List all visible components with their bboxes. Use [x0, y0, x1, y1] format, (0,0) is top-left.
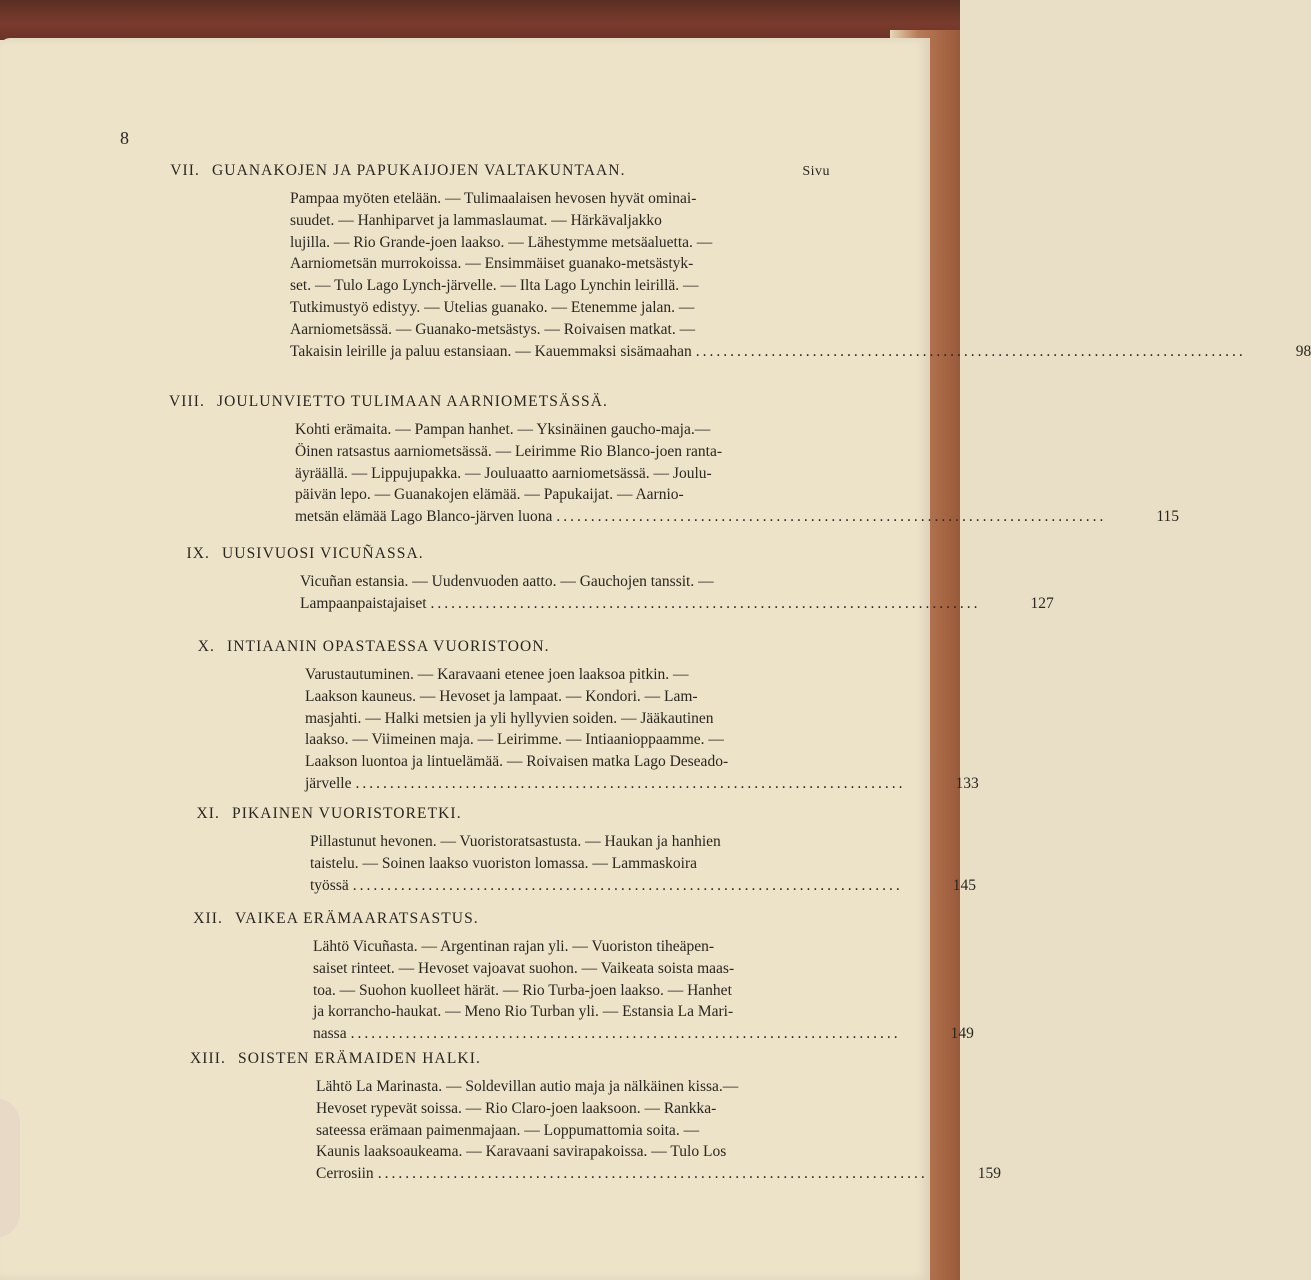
summary-line: äyräällä. — Lippujupakka. — Jouluaatto aarniometsässä. — Joulu-: [295, 464, 712, 482]
dot-leader: ................................................................................: [430, 594, 981, 612]
summary-line: laakso. — Viimeinen maja. — Leirimme. — Intiaanioppaamme. —: [305, 731, 724, 749]
summary-line: toa. — Suohon kuolleet härät. — Rio Turba-joen laakso. — Hanhet: [313, 981, 732, 999]
thumb: [0, 1098, 20, 1238]
chapter-summary: [290, 188, 1311, 362]
chapter-entry: [156, 1050, 1001, 1185]
summary-line: Kaunis laaksoaukeama. — Karavaani savirapakoissa. — Tulo Los: [316, 1143, 727, 1161]
chapter-heading: [156, 1050, 856, 1068]
summary-line: taistelu. — Soinen laakso vuoriston lomassa. — Lammaskoira: [310, 854, 698, 872]
summary-line: suudet. — Hanhiparvet ja lammaslaumat. — Härkävaljakko: [290, 211, 662, 229]
chapter-heading: [140, 545, 840, 563]
chapter-title: PIKAINEN VUORISTORETKI.: [232, 805, 462, 822]
summary-line: Aarniometsässä. — Guanako-metsästys. — Roivaisen matkat. —: [290, 320, 696, 338]
chapter-entry: [135, 393, 1180, 528]
summary-line: saiset rinteet. — Hevoset vajoavat suohon. — Vaikeata soista maas-: [313, 959, 735, 977]
chapter-number: VIII.: [168, 393, 205, 410]
summary-line: masjahti. — Halki metsien ja yli hyllyvien soiden. — Jääkautinen: [305, 709, 714, 727]
chapter-page-number: 98: [1295, 342, 1311, 360]
dot-leader: ................................................................................: [350, 1025, 901, 1043]
dot-leader: ................................................................................: [352, 876, 903, 894]
chapter-summary: [300, 571, 1054, 615]
summary-line: Hevoset rypevät soissa. — Rio Claro-joen laaksoon. — Rankka-: [316, 1099, 717, 1117]
summary-line: nassa: [313, 1025, 347, 1043]
summary-line: Varustautuminen. — Karavaani etenee joen laaksoa pitkin. —: [305, 666, 689, 683]
summary-line: lujilla. — Rio Grande-joen laakso. — Lähestymme metsäaluetta. —: [290, 233, 713, 251]
chapter-heading: [150, 805, 850, 823]
summary-line: järvelle: [305, 774, 352, 792]
chapter-number: XIII.: [189, 1050, 226, 1067]
page-number: 8: [120, 128, 129, 148]
chapter-heading: [130, 162, 830, 180]
chapter-title: VAIKEA ERÄMAARATSASTUS.: [235, 910, 479, 927]
summary-last-line: [300, 593, 1054, 615]
summary-last-line: [290, 341, 1311, 363]
summary-line: päivän lepo. — Guanakojen elämää. — Papukaijat. — Aarnio-: [295, 486, 684, 504]
chapter-entry: [150, 805, 976, 896]
summary-line: Laakson kauneus. — Hevoset ja lampaat. — Kondori. — Lam-: [305, 687, 698, 705]
chapter-summary: [305, 664, 979, 795]
summary-line: Lähtö Vicuñasta. — Argentinan rajan yli. — Vuoriston tiheäpen-: [313, 938, 715, 955]
chapter-summary: [295, 419, 1180, 528]
dot-leader: ................................................................................: [377, 1165, 928, 1183]
chapter-entry: [145, 638, 979, 795]
chapter-title: JOULUNVIETTO TULIMAAN AARNIOMETSÄSSÄ.: [217, 393, 609, 410]
summary-last-line: [316, 1163, 1001, 1185]
chapter-entry: [140, 545, 1054, 615]
chapter-title: SOISTEN ERÄMAIDEN HALKI.: [238, 1050, 481, 1067]
summary-line: Kohti erämaita. — Pampan hanhet. — Yksinäinen gaucho-maja.—: [295, 421, 711, 438]
chapter-entry: [153, 910, 974, 1045]
summary-line: Takaisin leirille ja paluu estansiaan. — Kauemmaksi sisämaahan: [290, 342, 692, 360]
summary-line: työssä: [310, 876, 349, 894]
chapter-page-number: 159: [977, 1165, 1001, 1183]
chapter-summary: [316, 1076, 1001, 1185]
chapter-number: X.: [197, 638, 215, 655]
chapter-page-number: 133: [955, 774, 979, 792]
summary-line: Pillastunut hevonen. — Vuoristoratsastusta. — Haukan ja hanhien: [310, 833, 721, 850]
chapter-number: VII.: [170, 162, 200, 179]
chapter-page-number: 115: [1156, 508, 1180, 526]
dot-leader: ................................................................................: [556, 508, 1107, 526]
chapter-heading: [145, 638, 845, 656]
summary-line: Tutkimustyö edistyy. — Utelias guanako. — Etenemme jalan. —: [290, 298, 695, 316]
chapter-page-number: 127: [1030, 594, 1054, 612]
summary-last-line: [313, 1023, 974, 1045]
summary-last-line: [295, 506, 1180, 528]
page-column-label: Sivu: [802, 164, 830, 179]
summary-line: Pampaa myöten etelään. — Tulimaalaisen hevosen hyvät ominai-: [290, 190, 697, 207]
summary-line: Lampaanpaistajaiset: [300, 594, 427, 612]
chapter-page-number: 149: [950, 1025, 974, 1043]
summary-line: ja korrancho-haukat. — Meno Rio Turban yli. — Estansia La Mari-: [313, 1003, 734, 1021]
summary-line: sateessa erämaan paimenmajaan. — Loppumattomia soita. —: [316, 1121, 700, 1139]
summary-last-line: [310, 875, 976, 897]
chapter-summary: [313, 936, 974, 1045]
summary-line: Cerrosiin: [316, 1165, 374, 1183]
chapter-number: XI.: [196, 805, 220, 822]
summary-line: metsän elämää Lago Blanco-järven luona: [295, 508, 553, 526]
summary-line: Lähtö La Marinasta. — Soldevillan autio maja ja nälkäinen kissa.—: [316, 1078, 739, 1095]
dot-leader: ................................................................................: [355, 774, 906, 792]
chapter-number: XII.: [193, 910, 223, 927]
chapter-number: IX.: [186, 545, 210, 562]
chapter-page-number: 145: [952, 876, 976, 894]
chapter-entry: [130, 162, 1311, 362]
summary-line: Aarniometsän murrokoissa. — Ensimmäiset guanako-metsästyk-: [290, 255, 694, 273]
summary-line: Öinen ratsastus aarniometsässä. — Leirimme Rio Blanco-joen ranta-: [295, 442, 722, 460]
chapter-title: GUANAKOJEN JA PAPUKAIJOJEN VALTAKUNTAAN.: [212, 162, 626, 179]
summary-line: Vicuñan estansia. — Uudenvuoden aatto. — Gauchojen tanssit. —: [300, 573, 714, 590]
summary-line: Laakson luontoa ja lintuelämää. — Roivaisen matka Lago Deseado-: [305, 753, 729, 771]
dot-leader: ................................................................................: [695, 342, 1246, 360]
summary-line: set. — Tulo Lago Lynch-järvelle. — Ilta Lago Lynchin leirillä. —: [290, 277, 699, 295]
chapter-heading: [153, 910, 853, 928]
chapter-title: UUSIVUOSI VICUÑASSA.: [222, 545, 424, 562]
summary-last-line: [305, 773, 979, 795]
chapter-summary: [310, 831, 976, 896]
chapter-heading: [135, 393, 835, 411]
book-cover-top-edge: [0, 0, 960, 40]
chapter-title: INTIAANIN OPASTAESSA VUORISTOON.: [227, 638, 550, 655]
